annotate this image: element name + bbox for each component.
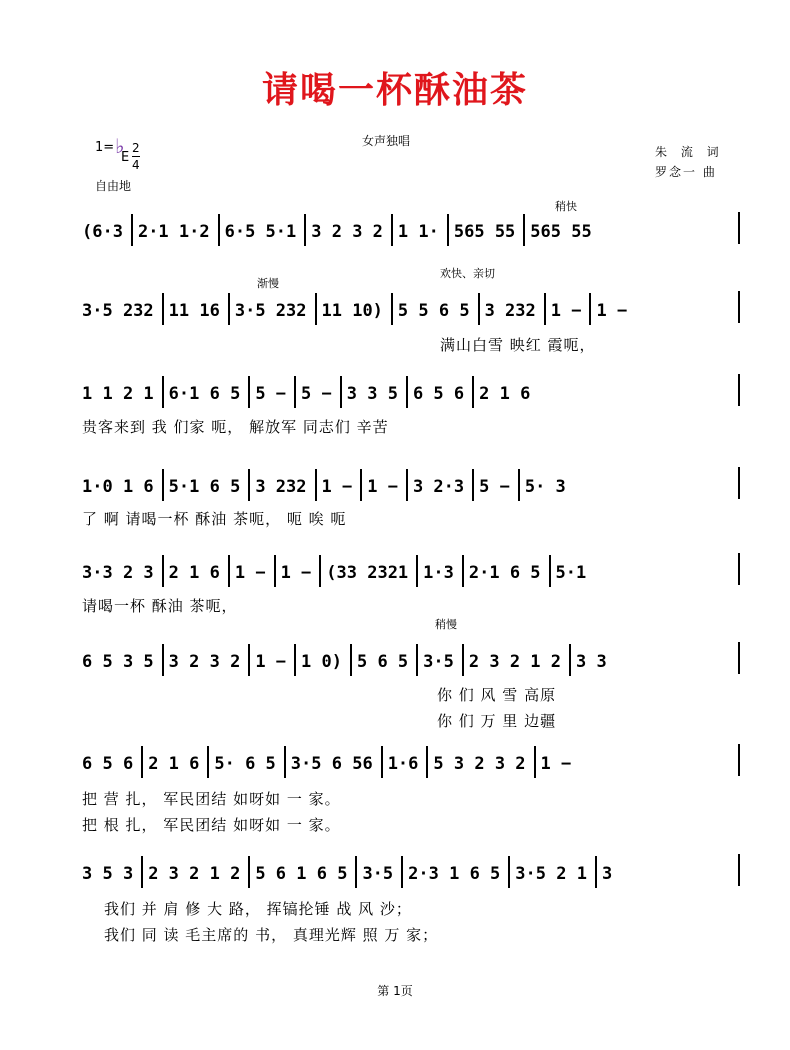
measure: 5· 6 5	[214, 754, 276, 774]
measure: 5 5 6 5	[397, 301, 470, 321]
measure: 3·5 232	[82, 301, 154, 321]
measure: 2·1 6 5	[468, 563, 541, 583]
time-signature	[132, 140, 140, 173]
measure: 1 −	[596, 301, 628, 321]
barline	[595, 856, 597, 888]
measure: 6 5 6	[82, 754, 134, 774]
measure: 3·3 2 3	[82, 563, 154, 583]
measure: 3 5 3	[82, 864, 134, 884]
measure: 1 1 2 1	[82, 384, 154, 404]
notation-row	[82, 646, 610, 678]
barline	[294, 376, 296, 408]
key-letter: E	[121, 150, 130, 165]
barline	[738, 212, 740, 244]
measure: 3	[601, 864, 613, 884]
barline	[508, 856, 510, 888]
measure: 6 5 3 5	[82, 652, 154, 672]
notation-row	[82, 378, 533, 410]
notation-row	[82, 557, 589, 589]
measure: 1 −	[367, 477, 398, 497]
measure: 6 5 6	[412, 384, 465, 404]
lyric-line: 贵客来到 我 们家 呃， 解放军 同志们 辛苦	[82, 418, 389, 436]
barline	[131, 214, 133, 246]
measure: 1 1·	[397, 222, 439, 242]
barline	[738, 744, 740, 776]
measure: 1 −	[234, 563, 266, 583]
barline	[248, 644, 250, 676]
lyric-verse-2: 我们 同 读 毛主席的 书， 真理光辉 照 万 家；	[104, 926, 439, 944]
measure: 1 −	[550, 301, 582, 321]
flat-icon: ♭	[115, 134, 125, 158]
measure: 1·0 1 6	[82, 477, 154, 497]
barline	[340, 376, 342, 408]
barline	[589, 293, 591, 325]
key-signature	[95, 134, 140, 172]
measure: 6·1 6 5	[168, 384, 241, 404]
barline	[274, 555, 276, 587]
measure: 2·3 1 6 5	[408, 864, 501, 884]
composer-credit: 罗念一 曲	[655, 165, 717, 179]
measure: 3 3 5	[346, 384, 398, 404]
time-bottom: 4	[132, 158, 140, 172]
measure: 5 −	[479, 477, 510, 497]
measure: 3 2·3	[412, 477, 465, 497]
barline	[350, 644, 352, 676]
song-title: 请喝一杯酥油茶	[261, 69, 528, 111]
key-prefix: 1=	[95, 140, 115, 155]
measure: 1 −	[255, 652, 287, 672]
lyricist-credit: 朱 流 词	[655, 145, 724, 159]
barline	[406, 376, 408, 408]
measure: 3 3	[576, 652, 607, 672]
barline	[391, 214, 393, 246]
measure: 565 55	[453, 222, 516, 242]
barline	[534, 746, 536, 778]
barline	[162, 469, 164, 501]
barline	[360, 469, 362, 501]
measure: 1·6	[387, 754, 419, 774]
notation-row	[82, 471, 569, 503]
measure: 1 −	[540, 754, 572, 774]
measure: 1·3	[423, 563, 454, 583]
barline	[248, 376, 250, 408]
measure: 6·5 5·1	[224, 222, 297, 242]
barline	[304, 214, 306, 246]
lyric-verse-1: 把 营 扎， 军民团结 如呀如 一 家。	[82, 790, 341, 808]
measure: 3·5 232	[234, 301, 307, 321]
expression-mark: 稍快	[555, 200, 577, 213]
lyric-line: 请喝一杯 酥油 茶呃，	[82, 597, 238, 615]
measure: 3·5	[423, 652, 454, 672]
measure: 5 3 2 3 2	[433, 754, 526, 774]
barline	[228, 555, 230, 587]
barline	[472, 469, 474, 501]
subtitle: 女声独唱	[362, 134, 411, 148]
measure: 1 −	[321, 477, 353, 497]
measure: 3·5 6 56	[290, 754, 373, 774]
barline	[228, 293, 230, 325]
measure: 3 232	[484, 301, 536, 321]
lyric-verse-2: 你 们 万 里 边疆	[437, 712, 557, 730]
barline	[478, 293, 480, 325]
notation-row	[82, 295, 630, 327]
measure: 2 1 6	[148, 754, 200, 774]
barline	[162, 555, 164, 587]
barline	[518, 469, 520, 501]
barline	[162, 644, 164, 676]
barline	[569, 644, 571, 676]
barline	[162, 376, 164, 408]
barline	[162, 293, 164, 325]
barline	[284, 746, 286, 778]
barline	[294, 644, 296, 676]
barline	[544, 293, 546, 325]
measure: 2 1 6	[168, 563, 220, 583]
expression-mark: 稍慢	[435, 618, 457, 631]
measure: 5 −	[255, 384, 287, 404]
barline	[141, 856, 143, 888]
time-top: 2	[132, 141, 140, 155]
barline	[549, 555, 551, 587]
expression-mark: 渐慢	[257, 277, 279, 290]
barline	[391, 293, 393, 325]
measure: 2 3 2 1 2	[468, 652, 562, 672]
barline	[738, 854, 740, 886]
measure: (6·3	[82, 222, 123, 242]
barline	[207, 746, 209, 778]
measure: 3·5 2 1	[515, 864, 587, 884]
notation-row	[82, 216, 595, 248]
barline	[462, 644, 464, 676]
measure: 2 3 2 1 2	[148, 864, 241, 884]
measure: 5 6 5	[356, 652, 409, 672]
barline	[416, 555, 418, 587]
barline	[523, 214, 525, 246]
measure: 5·1 6 5	[168, 477, 241, 497]
barline	[426, 746, 428, 778]
lyric-line: 满山白雪 映红 霞呃，	[440, 336, 596, 354]
barline	[381, 746, 383, 778]
measure: 1 −	[280, 563, 312, 583]
barline	[401, 856, 403, 888]
measure: 565 55	[530, 222, 592, 242]
page-number: 第 1页	[377, 984, 413, 998]
barline	[248, 469, 250, 501]
barline	[447, 214, 449, 246]
measure: 3 2 3 2	[311, 222, 383, 242]
measure: 5· 3	[524, 477, 566, 497]
expression-mark: 欢快、亲切	[440, 267, 495, 280]
measure: 3 2 3 2	[168, 652, 241, 672]
barline	[406, 469, 408, 501]
measure: 5 −	[301, 384, 332, 404]
measure: 5·1	[555, 563, 587, 583]
barline	[355, 856, 357, 888]
barline	[462, 555, 464, 587]
lyric-verse-2: 把 根 扎， 军民团结 如呀如 一 家。	[82, 816, 341, 834]
barline	[738, 291, 740, 323]
barline	[738, 467, 740, 499]
measure: 1 0)	[301, 652, 342, 672]
barline	[315, 469, 317, 501]
measure: 3 232	[255, 477, 307, 497]
lyric-verse-1: 你 们 风 雪 高原	[437, 686, 557, 704]
measure: 3·5	[362, 864, 394, 884]
tempo-marking: 自由地	[95, 179, 132, 193]
barline	[141, 746, 143, 778]
lyric-line: 了 啊 请喝一杯 酥油 茶呃， 呃 唉 呃	[82, 510, 347, 528]
barline	[738, 642, 740, 674]
barline	[248, 856, 250, 888]
barline	[319, 555, 321, 587]
barline	[738, 374, 740, 406]
measure: 11 10)	[321, 301, 383, 321]
barline	[416, 644, 418, 676]
barline	[472, 376, 474, 408]
measure: 11 16	[168, 301, 220, 321]
measure: 5 6 1 6 5	[255, 864, 348, 884]
measure: 2·1 1·2	[137, 222, 210, 242]
measure: (33 2321	[326, 563, 409, 583]
lyric-verse-1: 我们 并 肩 修 大 路， 挥镐抡锤 战 风 沙；	[104, 900, 412, 918]
barline	[218, 214, 220, 246]
notation-row	[82, 748, 574, 780]
barline	[738, 553, 740, 585]
barline	[315, 293, 317, 325]
notation-row	[82, 858, 615, 890]
measure: 2 1 6	[479, 384, 531, 404]
